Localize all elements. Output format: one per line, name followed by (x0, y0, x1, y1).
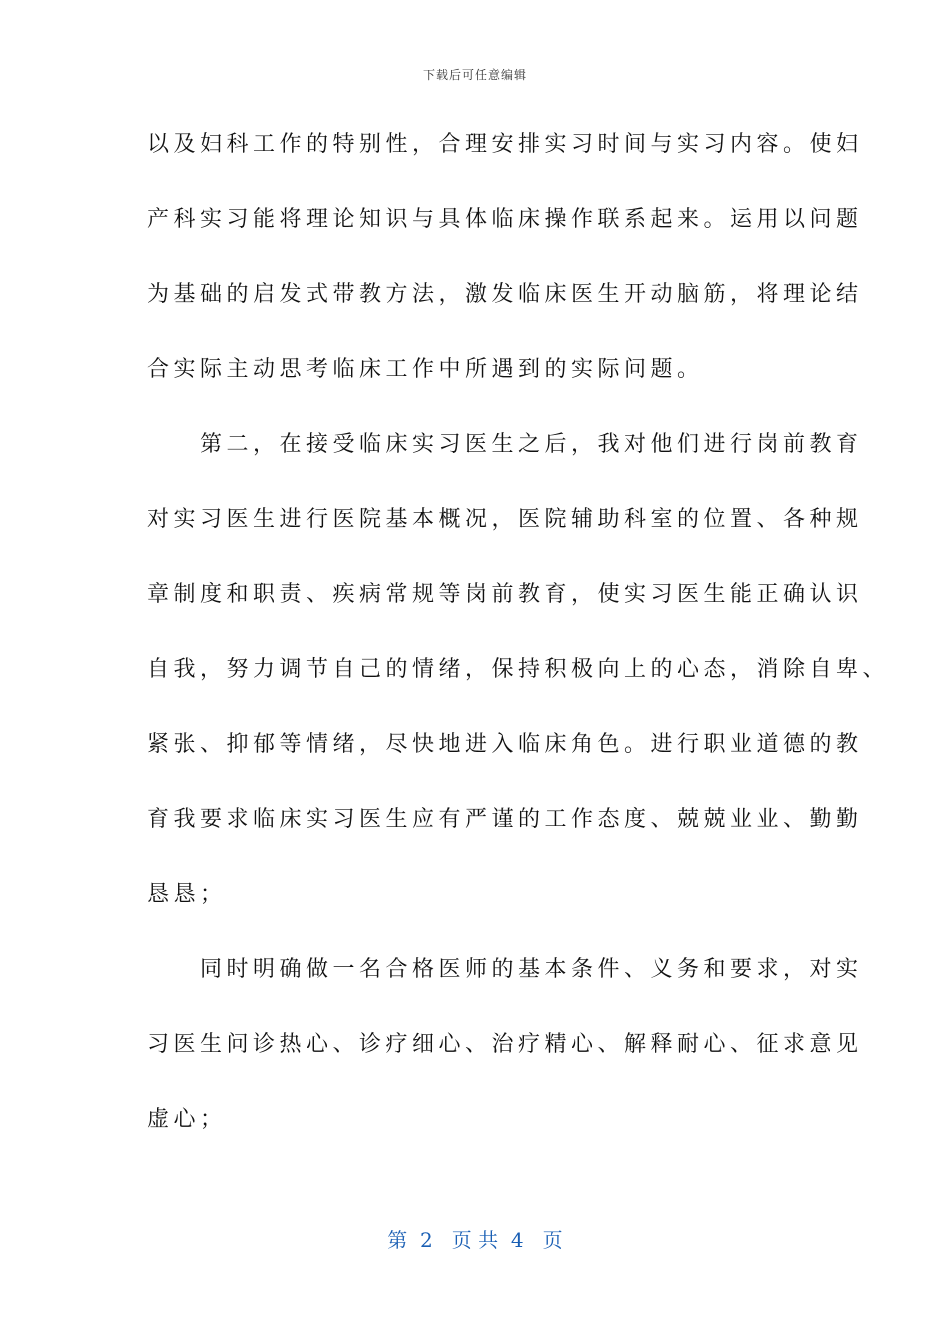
paragraph-line: 虚心； (147, 1107, 227, 1132)
page-number-footer: 第 2 页 共 4 页 (387, 1228, 563, 1252)
paragraph-line: 恳恳； (147, 882, 227, 907)
page-header-note: 下载后可任意编辑 (422, 68, 527, 82)
paragraph-line: 对实习医生进行医院基本概况，医院辅助科室的位置、各种规 (147, 507, 863, 532)
paragraph-line: 同时明确做一名合格医师的基本条件、义务和要求，对实 (147, 957, 863, 982)
paragraph-line: 习医生问诊热心、诊疗细心、治疗精心、解释耐心、征求意见 (147, 1032, 863, 1057)
paragraph-line: 第二，在接受临床实习医生之后，我对他们进行岗前教育 (147, 432, 863, 457)
document-body (147, 120, 890, 1170)
paragraph-line: 以及妇科工作的特别性，合理安排实习时间与实习内容。使妇 (147, 132, 863, 157)
paragraph-line: 产科实习能将理论知识与具体临床操作联系起来。运用以问题 (147, 207, 863, 232)
paragraph-line: 合实际主动思考临床工作中所遇到的实际问题。 (147, 357, 704, 382)
paragraph-line: 紧张、抑郁等情绪，尽快地进入临床角色。进行职业道德的教 (147, 732, 863, 757)
paragraph-line: 章制度和职责、疾病常规等岗前教育，使实习医生能正确认识 (147, 582, 863, 607)
paragraph-line: 为基础的启发式带教方法，激发临床医生开动脑筋，将理论结 (147, 282, 863, 307)
paragraph-line: 自我，努力调节自己的情绪，保持积极向上的心态，消除自卑、 (147, 657, 890, 682)
paragraph-line: 育我要求临床实习医生应有严谨的工作态度、兢兢业业、勤勤 (147, 807, 863, 832)
